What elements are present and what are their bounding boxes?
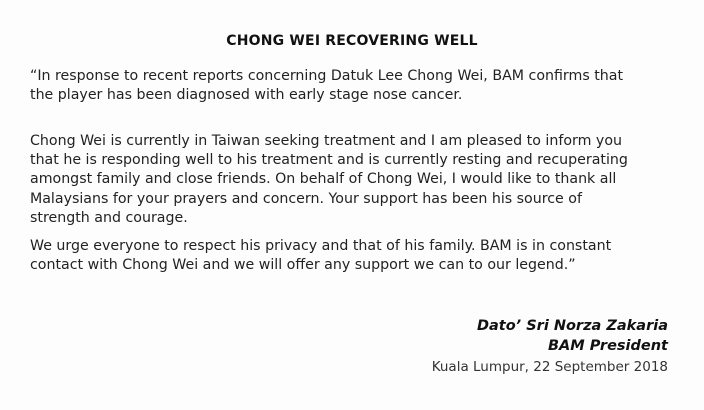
paragraph-1: “In response to recent reports concerning Datuk Lee Chong Wei, BAM confirms that the player has been diagnosed with early stage nose cancer. xyxy=(30,68,624,104)
statement-title: CHONG WEI RECOVERING WELL xyxy=(226,33,478,49)
signatory-title: BAM President xyxy=(548,338,668,354)
paragraph-3: We urge everyone to respect his privacy and that of his family. BAM is in constant contact with Chong Wei and we will offer any support we can to our legend.” xyxy=(30,238,612,274)
signatory-name: Dato’ Sri Norza Zakaria xyxy=(476,318,668,334)
signature-block xyxy=(432,316,668,377)
place-and-date: Kuala Lumpur, 22 September 2018 xyxy=(431,359,668,375)
paragraph-2: Chong Wei is currently in Taiwan seeking treatment and I am pleased to inform you that he is responding well to his treatment and is currently resting and recuperating amongst family and close friends. On behalf of Chong Wei, I would like to thank all Malaysians for your prayers and concern. Your support has been his source of strength and courage. xyxy=(30,133,628,226)
